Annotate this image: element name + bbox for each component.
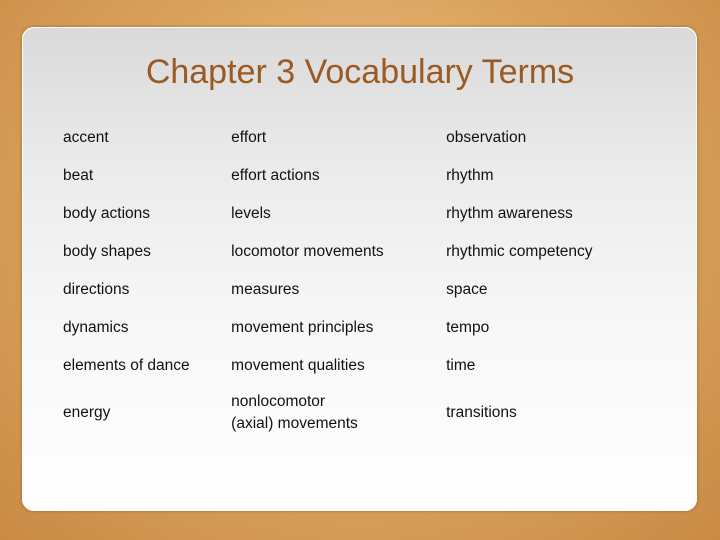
vocab-term: movement qualities: [231, 357, 365, 374]
vocab-term: body shapes: [63, 243, 151, 260]
vocab-term: transitions: [446, 404, 517, 421]
table-row: [52, 119, 672, 157]
vocab-term: beat: [63, 167, 94, 184]
table-row: [52, 195, 672, 233]
vocab-term: rhythm: [446, 167, 494, 184]
vocab-term: locomotor movements: [231, 243, 384, 260]
vocab-term: observation: [446, 129, 527, 146]
table-row: [52, 309, 672, 347]
vocab-term: effort actions: [231, 167, 320, 184]
slide-title: Chapter 3 Vocabulary Terms: [145, 53, 575, 91]
vocab-term: tempo: [446, 319, 490, 336]
vocab-term: rhythmic competency: [446, 243, 593, 260]
vocab-term: body actions: [63, 205, 151, 222]
vocab-term: directions: [63, 281, 130, 298]
vocab-term: accent: [63, 129, 109, 146]
vocab-term: measures: [231, 281, 300, 298]
vocab-term: dynamics: [63, 319, 129, 336]
table-row: [52, 233, 672, 271]
vocab-term: elements of dance: [63, 357, 190, 374]
vocabulary-table: [52, 119, 672, 441]
table-row: [52, 271, 672, 309]
table-row: [52, 157, 672, 195]
vocab-term: rhythm awareness: [446, 205, 573, 222]
vocab-term: levels: [231, 205, 271, 222]
vocab-term: time: [446, 357, 476, 374]
vocab-term: nonlocomotor (axial) movements: [231, 393, 358, 432]
table-row: [52, 347, 672, 385]
vocab-term: space: [446, 281, 488, 298]
table-row: [52, 385, 672, 441]
vocab-term: movement principles: [231, 319, 374, 336]
vocab-term: energy: [63, 404, 111, 421]
vocab-term: effort: [231, 129, 267, 146]
